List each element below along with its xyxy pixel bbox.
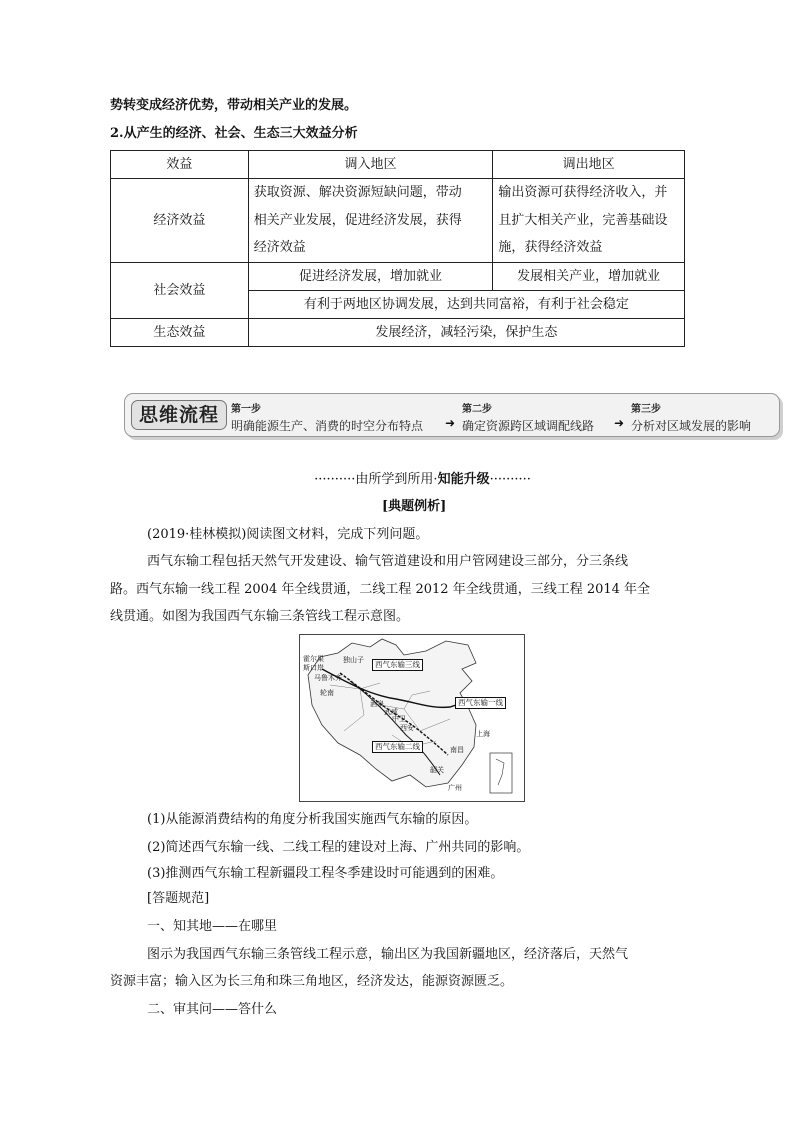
economic-in-cell	[248, 179, 493, 263]
line2-label: 西气东输二线	[372, 741, 423, 753]
map-label: 武威	[384, 708, 398, 716]
paragraph-line: 路。西气东输一线工程 2004 年全线贯通，二线工程 2012 年全线贯通，三线工程 2014 年全	[110, 582, 651, 597]
pipeline-map	[299, 634, 525, 802]
arrow-right-icon: ➜	[614, 416, 625, 430]
header-in-region: 调入地区	[248, 151, 493, 179]
example-label: [典题例析]	[382, 499, 447, 514]
step-2-text: 确定资源跨区域调配线路	[462, 419, 595, 433]
section-bar-text: 由所学到所用·	[355, 472, 438, 487]
step1-line: 图示为我国西气东输三条管线工程示意，输出区为我国新疆地区，经济落后，天然气	[147, 947, 629, 962]
table-row-economic	[111, 179, 685, 263]
paragraph-line: 西气东输工程包括天然气开发建设、输气管道建设和用户管网建设三部分，分三条线	[147, 554, 629, 569]
economic-out-line: 施，获得经济效益	[498, 240, 603, 255]
ecological-shared-cell: 发展经济，减轻污染，保护生态	[248, 318, 684, 346]
benefits-table	[110, 150, 685, 347]
continued-line: 势转变成经济优势，带动相关产业的发展。	[110, 98, 358, 113]
step-1-label: 第一步	[231, 404, 261, 415]
map-label: 霍尔果	[303, 655, 324, 663]
step1-heading: 一、知其地——在哪里	[147, 919, 278, 934]
social-shared-cell: 有利于两地区协调发展，达到共同富裕，有利于社会稳定	[248, 290, 684, 318]
thinking-flow-banner	[124, 393, 780, 437]
map-label: 轮南	[320, 689, 334, 697]
social-in-cell: 促进经济发展，增加就业	[248, 262, 493, 290]
map-label: 中卫	[392, 715, 406, 723]
social-label: 社会效益	[111, 262, 249, 318]
economic-out-cell	[493, 179, 685, 263]
question-1: (1)从能源消费结构的角度分析我国实施西气东输的原因。	[147, 812, 478, 827]
section-bar-emphasis: 知能升级	[437, 472, 490, 487]
economic-in-line: 经济效益	[253, 240, 306, 255]
step1-line: 资源丰富；输入区为长三角和珠三角地区，经济发达，能源资源匮乏。	[110, 974, 514, 989]
header-benefit: 效益	[111, 151, 249, 179]
economic-label: 经济效益	[111, 179, 249, 263]
table-row-ecological	[111, 318, 685, 346]
line1-label: 西气东输一线	[455, 697, 506, 709]
header-out-region: 调出地区	[493, 151, 685, 179]
step-1-text: 明确能源生产、消费的时空分布特点	[231, 419, 424, 433]
step-3-text: 分析对区域发展的影响	[631, 419, 752, 433]
map-label: 西安	[400, 724, 414, 732]
ecological-label: 生态效益	[111, 318, 249, 346]
answer-label: [答题规范]	[147, 891, 210, 906]
map-label: 酒泉	[370, 700, 384, 708]
step-2-label: 第二步	[462, 404, 492, 415]
step2-heading: 二、审其问——答什么	[147, 1002, 278, 1017]
map-label: 独山子	[343, 656, 364, 664]
economic-out-line: 输出资源可获得经济收入，并	[498, 185, 668, 200]
map-label: 南昌	[450, 746, 464, 754]
economic-out-line: 且扩大相关产业，完善基础设	[498, 212, 668, 228]
paragraph-line: 线贯通。如图为我国西气东输三条管线工程示意图。	[110, 609, 410, 624]
map-label: 韶关	[430, 766, 444, 774]
map-label: 上海	[476, 730, 490, 738]
map-label: 广州	[448, 784, 462, 792]
table-row-social	[111, 262, 685, 290]
dots-right: ··········	[489, 472, 531, 487]
table-header-row	[111, 151, 685, 179]
section-title: 2.从产生的经济、社会、生态三大效益分析	[110, 126, 358, 141]
map-label: 斯口岸	[303, 664, 324, 672]
line3-label: 西气东输三线	[372, 659, 423, 671]
step-3-label: 第三步	[631, 404, 661, 415]
flow-title: 思维流程	[131, 400, 227, 430]
dots-left: ··········	[314, 472, 356, 487]
social-out-cell: 发展相关产业，增加就业	[493, 262, 685, 290]
question-3: (3)推测西气东输工程新疆段工程冬季建设时可能遇到的困难。	[147, 866, 504, 881]
map-label: 马鲁木齐	[314, 674, 342, 682]
section-bar	[290, 468, 555, 488]
source-line: (2019·桂林模拟)阅读图文材料，完成下列问题。	[147, 527, 429, 542]
economic-in-line: 相关产业发展，促进经济发展，获得	[253, 212, 462, 228]
economic-in-line: 获取资源、解决资源短缺问题，带动	[253, 185, 462, 200]
arrow-right-icon: ➜	[445, 416, 456, 430]
question-2: (2)简述西气东输一线、二线工程的建设对上海、广州共同的影响。	[147, 840, 530, 855]
